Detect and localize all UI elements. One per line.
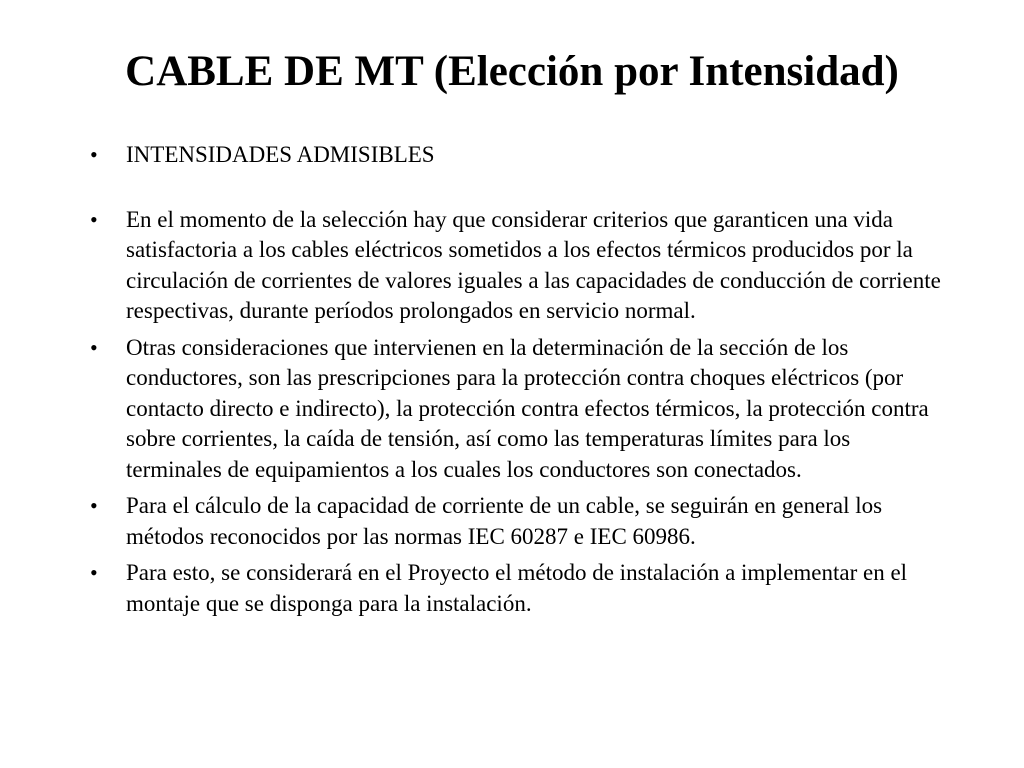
bullet-text: Para el cálculo de la capacidad de corriente de un cable, se seguirán en general los métodos reconocidos por las normas IEC 60287 e IEC 60986. <box>126 493 883 549</box>
bullet-text: Otras consideraciones que intervienen en la determinación de la sección de los conductores, son las prescripciones para la protección contra choques eléctricos (por contacto directo e indirecto), la protección contra efectos térmicos, la protección contra sobre corrientes, la caída de tensión, así como las temperaturas límites para los terminales de equipamientos a los cuales los conductores son conectados. <box>126 334 929 482</box>
bullet-icon: • <box>90 334 98 360</box>
bullet-item <box>90 558 950 619</box>
bullet-item <box>90 333 950 486</box>
bullet-icon: • <box>90 560 98 585</box>
bullet-icon: • <box>90 493 98 518</box>
bullet-list <box>90 140 950 625</box>
bullet-icon: • <box>90 142 98 167</box>
bullet-item <box>90 205 950 327</box>
bullet-icon: • <box>90 206 98 232</box>
slide-title: CABLE DE MT (Elección por Intensidad) <box>125 48 899 95</box>
bullet-text: En el momento de la selección hay que considerar criterios que garanticen una vida satisfactoria a los cables eléctricos sometidos a los efectos térmicos producidos por la circulación de corrientes de valores iguales a las capacidades de conducción de corriente respectivas, durante períodos prolongados en servicio normal. <box>126 206 941 323</box>
bullet-text: INTENSIDADES ADMISIBLES <box>126 142 435 167</box>
bullet-text: Para esto, se considerará en el Proyecto el método de instalación a implementar en el montaje que se disponga para la instalación. <box>126 560 908 616</box>
bullet-item <box>90 491 950 552</box>
bullet-item <box>90 140 950 171</box>
